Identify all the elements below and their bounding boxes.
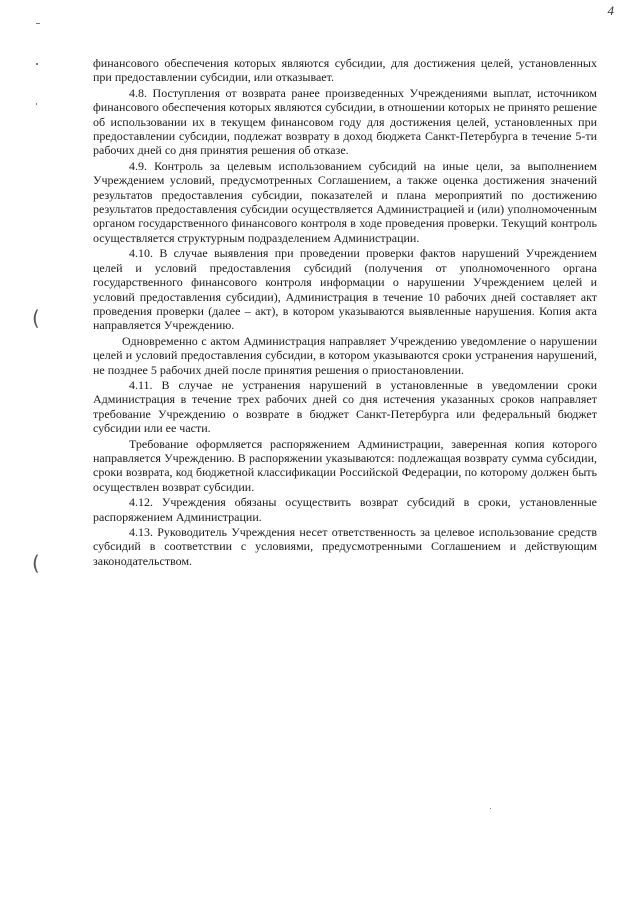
- paragraph-4-8: 4.8. Поступления от возврата ранее произведенных Учреждениями выплат, источником финансового обеспечения которых являются субсидии, в отношении которых не принято решение об использовании их в текущем финансовом году для достижения целей, установленных при предоставлении субсидии, подлежат возврату в доход бюджета Санкт-Петербурга в течение 5-ти рабочих дней со дня принятия решения об отказе.: [93, 85, 597, 158]
- paragraph-4-12: 4.12. Учреждения обязаны осуществить возврат субсидий в сроки, установленные распоряжением Администрации.: [93, 495, 597, 524]
- paragraph-4-10: 4.10. В случае выявления при проведении проверки фактов нарушений Учреждением целей и условий предоставления субсидий (получения от уполномоченного органа государственного финансового контроля информации о нарушении Учреждением целей и условий предоставления субсидии), Администрация в течение 10 рабочих дней составляет акт проведения проверки (далее – акт), в котором указываются выявленные нарушения. Копия акта направляется Учреждению.: [93, 246, 597, 333]
- paragraph-4-11: 4.11. В случае не устранения нарушений в установленные в уведомлении сроки Администрация в течение трех рабочих дней со дня истечения указанных сроков направляет требование Учреждению о возврате в бюджет Санкт-Петербурга или федеральный бюджет субсидии или ее части.: [93, 377, 597, 436]
- scan-speck: [36, 63, 38, 65]
- paragraph-continuation: финансового обеспечения которых являются субсидии, для достижения целей, установленных при предоставлении субсидии, или отказывает.: [93, 56, 597, 85]
- page-number: 4: [607, 3, 614, 18]
- binder-hole-mark-top: (: [32, 306, 40, 330]
- paragraph-4-13: 4.13. Руководитель Учреждения несет ответственность за целевое использование средств субсидий в соответствии с условиями, предусмотренными Соглашением и действующим законодательством.: [93, 525, 597, 568]
- paragraph-4-10-notice: Одновременно с актом Администрация направляет Учреждению уведомление о нарушении целей и условий предоставления субсидии, в котором указываются сроки устранения нарушений, не позднее 5 рабочих дней после принятия решения о приостановлении.: [93, 333, 597, 377]
- paragraph-4-11-order: Требование оформляется распоряжением Администрации, заверенная копия которого направляется Учреждению. В распоряжении указываются: подлежащая возврату сумма субсидии, сроки возврата, код бюджетной классификации Российской Федерации, по которому должен быть осуществлен возврат субсидии.: [93, 436, 597, 494]
- scan-speck: [490, 808, 491, 809]
- document-body: [93, 56, 597, 569]
- paragraph-4-9: 4.9. Контроль за целевым использованием субсидий на иные цели, за выполнением Учреждением условий, предусмотренных Соглашением, а также оценка достижения значений результатов предоставления субсидии, показателей и плана мероприятий по достижению результатов предоставления субсидии осуществляется Администрацией и (или) уполномоченным органом государственного финансового контроля в ходе проведения проверки. Текущий контроль осуществляется структурным подразделением Администрации.: [93, 158, 597, 245]
- scan-speck: [36, 103, 37, 105]
- scan-speck: [36, 23, 40, 24]
- binder-hole-mark-bottom: (: [32, 551, 40, 575]
